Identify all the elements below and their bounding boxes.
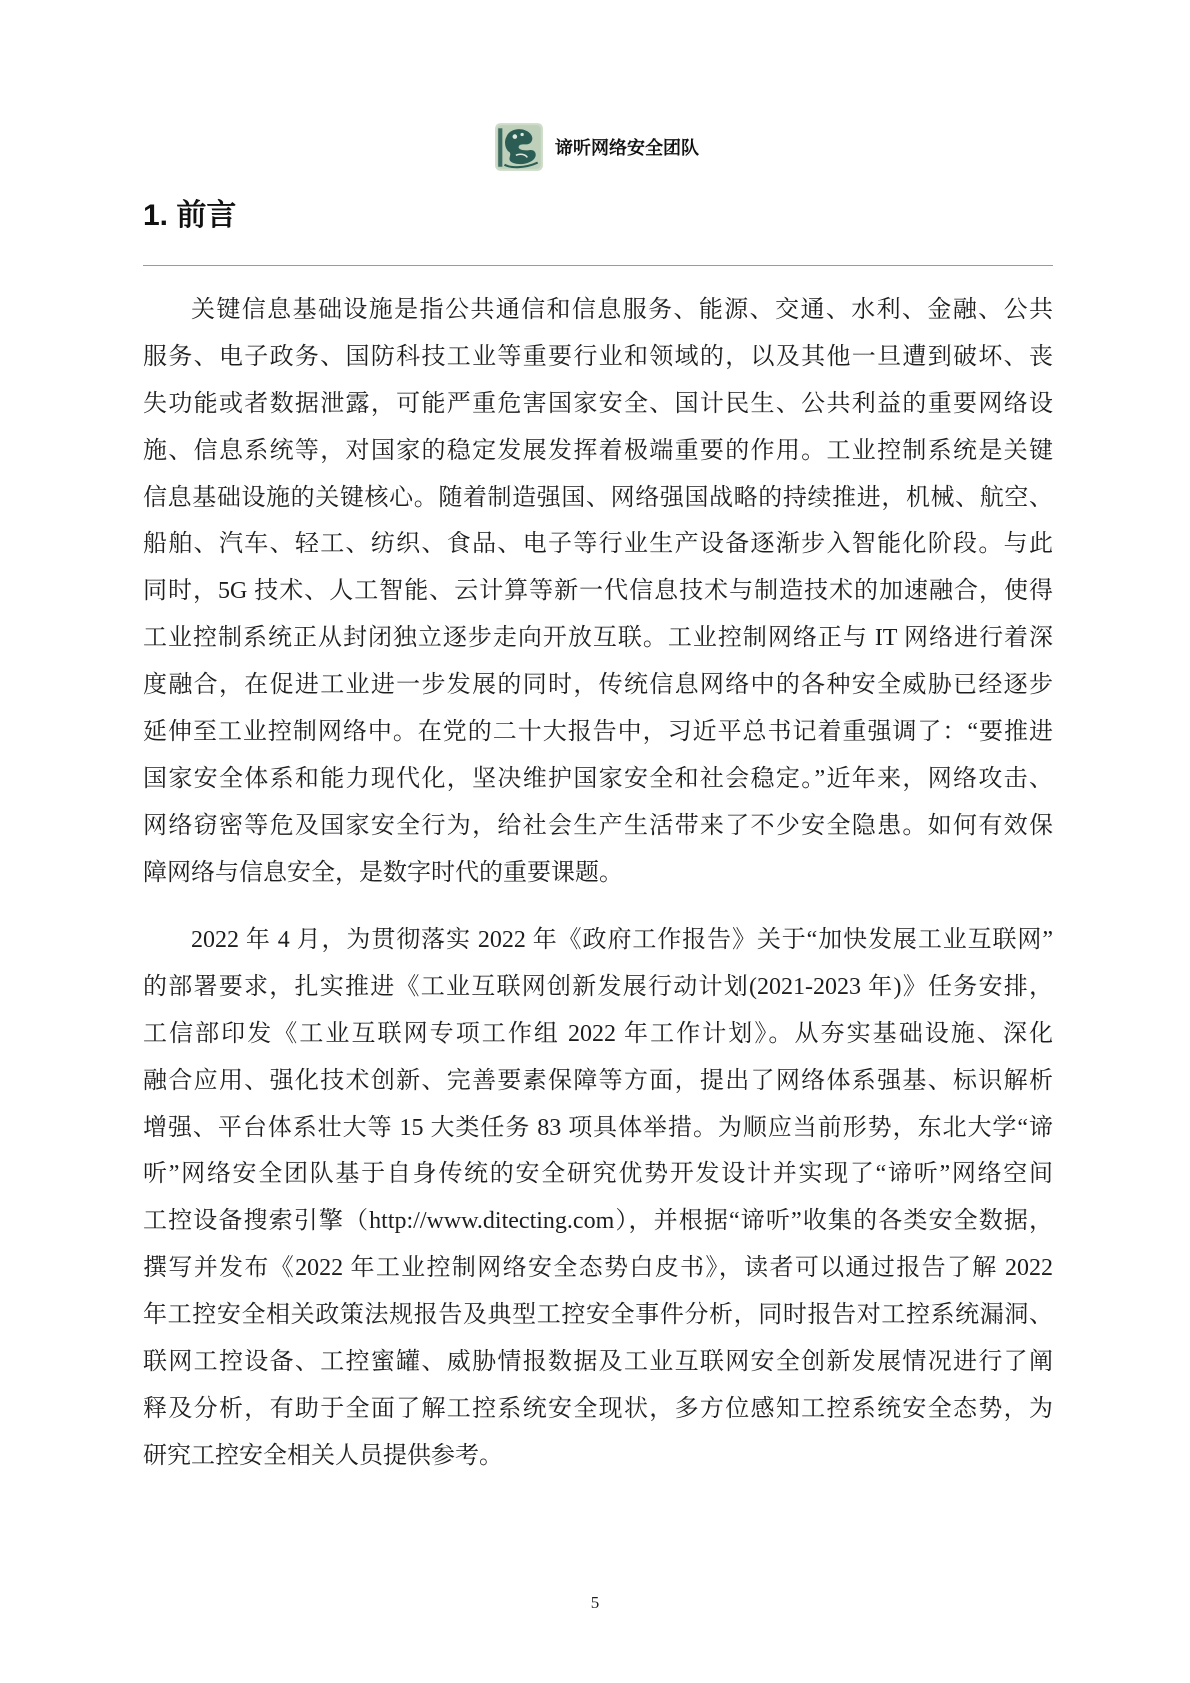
- text-line: 的部署要求，扎实推进《工业互联网创新发展行动计划(2021-2023 年)》任务安排，: [143, 973, 1053, 1000]
- paragraph-1: [143, 287, 1053, 897]
- text-line: 研究工控安全相关人员提供参考。: [143, 1442, 503, 1469]
- team-name: 谛听网络安全团队: [555, 138, 699, 158]
- text-line: 障网络与信息安全，是数字时代的重要课题。: [143, 859, 623, 886]
- text-line: 听”网络安全团队基于自身传统的安全研究优势开发设计并实现了“谛听”网络空间: [143, 1161, 1053, 1188]
- logo-creature-eye: [520, 133, 523, 136]
- text-line: 延伸至工业控制网络中。在党的二十大报告中，习近平总书记着重强调了：“要推进: [143, 719, 1053, 746]
- text-line: 度融合，在促进工业进一步发展的同时，传统信息网络中的各种安全威胁已经逐步: [143, 672, 1053, 699]
- section-title: 1. 前言: [143, 199, 237, 232]
- text-line: 网络窃密等危及国家安全行为，给社会生产生活带来了不少安全隐患。如何有效保: [143, 812, 1053, 839]
- team-logo: [493, 121, 545, 173]
- text-line: 工控设备搜索引擎（http://www.ditecting.com），并根据“谛听”收集的各类安全数据，: [143, 1208, 1053, 1235]
- text-line: 失功能或者数据泄露，可能严重危害国家安全、国计民生、公共利益的重要网络设: [143, 390, 1053, 417]
- text-line: 船舶、汽车、轻工、纺织、食品、电子等行业生产设备逐渐步入智能化阶段。与此: [143, 531, 1053, 558]
- text-line: 2022 年 4 月，为贯彻落实 2022 年《政府工作报告》关于“加快发展工业互联网”: [191, 927, 1053, 953]
- text-line: 工业控制系统正从封闭独立逐步走向开放互联。工业控制网络正与 IT 网络进行着深: [143, 625, 1053, 652]
- logo-creature-eye: [513, 134, 518, 139]
- text-line: 同时，5G 技术、人工智能、云计算等新一代信息技术与制造技术的加速融合，使得: [143, 578, 1053, 605]
- text-line: 释及分析，有助于全面了解工控系统安全现状，多方位感知工控系统安全态势，为: [143, 1395, 1053, 1422]
- dragon-seal-logo-icon: [493, 121, 545, 173]
- text-line: 施、信息系统等，对国家的稳定发展发挥着极端重要的作用。工业控制系统是关键: [143, 437, 1053, 464]
- text-line: 信息基础设施的关键核心。随着制造强国、网络强国战略的持续推进，机械、航空、: [143, 484, 1053, 511]
- text-line: 联网工控设备、工控蜜罐、威胁情报数据及工业互联网安全创新发展情况进行了阐: [143, 1349, 1053, 1376]
- text-line: 工信部印发《工业互联网专项工作组 2022 年工作计划》。从夯实基础设施、深化: [143, 1020, 1053, 1047]
- page-number: 5: [590, 1593, 600, 1612]
- text-line: 关键信息基础设施是指公共通信和信息服务、能源、交通、水利、金融、公共: [191, 297, 1053, 323]
- text-line: 增强、平台体系壮大等 15 大类任务 83 项具体举措。为顺应当前形势，东北大学“谛: [143, 1114, 1053, 1141]
- title-divider: [143, 265, 1053, 266]
- logo-left-strip: [498, 128, 502, 166]
- text-line: 国家安全体系和能力现代化，坚决维护国家安全和社会稳定。”近年来，网络攻击、: [143, 765, 1053, 792]
- text-line: 撰写并发布《2022 年工业控制网络安全态势白皮书》，读者可以通过报告了解 2022: [143, 1255, 1053, 1282]
- text-line: 融合应用、强化技术创新、完善要素保障等方面，提出了网络体系强基、标识解析: [143, 1067, 1053, 1094]
- text-line: 服务、电子政务、国防科技工业等重要行业和领域的，以及其他一旦遭到破坏、丧: [143, 343, 1053, 370]
- text-line: 年工控安全相关政策法规报告及典型工控安全事件分析，同时报告对工控系统漏洞、: [143, 1302, 1053, 1329]
- paragraph-2: [143, 917, 1053, 1480]
